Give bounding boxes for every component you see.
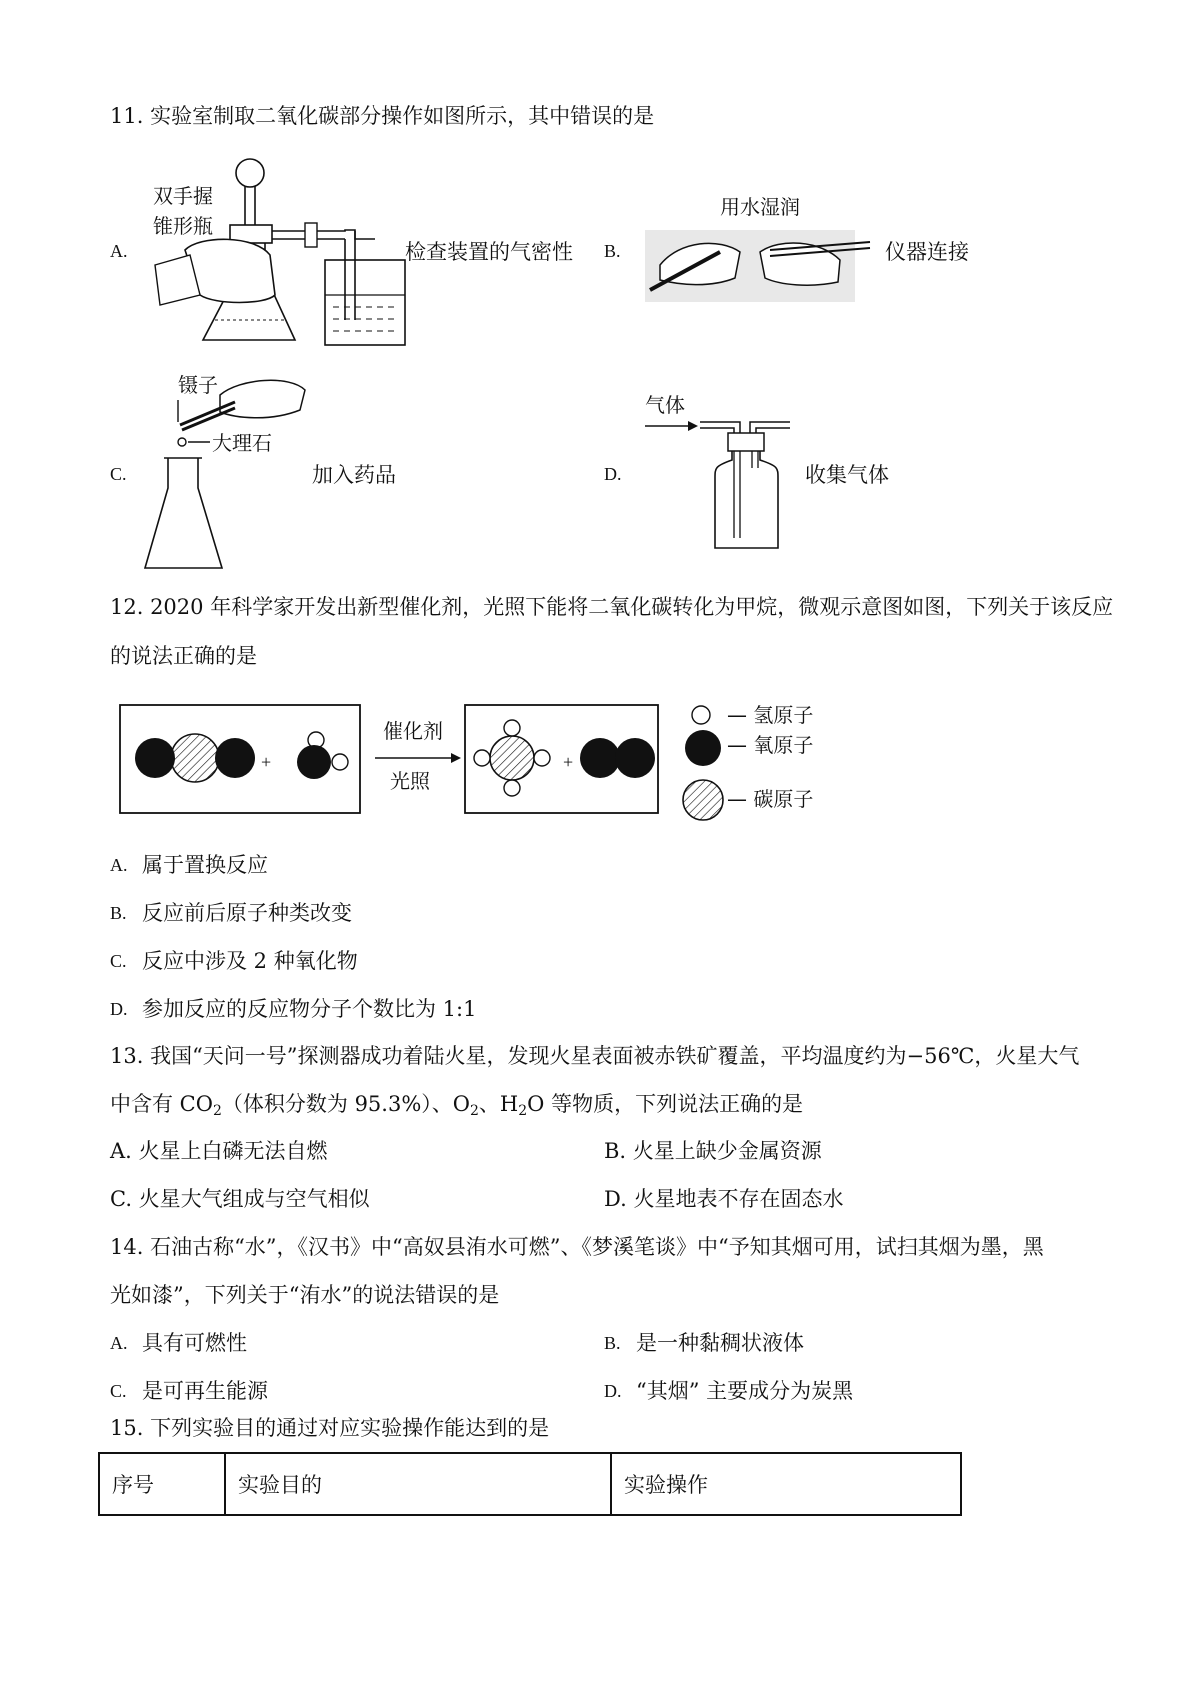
carbon-atom [171,734,219,782]
q11-b-fig-text: 用水湿润 [720,195,800,219]
q14-option-a-letter: A. [110,1333,128,1353]
catalyst-label: 催化剂 [383,719,443,743]
q14-option-c-text: 是可再生能源 [142,1379,268,1403]
carbon-atom [490,736,534,780]
oxygen-atom [615,738,655,778]
q13-option-c: C. 火星大气组成与空气相似 [110,1187,370,1211]
q11-option-c-letter: C. [110,464,127,484]
q13-stem-line2: 中含有 $CO_2$（体积分数为 95.3%）、$O_2$、$H_2O$ 等物质，下列说法正确的是 [110,1092,804,1119]
q14-option-c-letter: C. [110,1381,127,1401]
legend-carbon-icon [683,780,723,820]
q11-stem: 11. 实验室制取二氧化碳部分操作如图所示，其中错误的是 [110,104,655,128]
hydrogen-atom [474,750,490,766]
legend-hydrogen-icon [692,706,710,724]
q11-figure-d-collect-gas [640,388,820,553]
oxygen-atom [580,738,620,778]
table-header-row [99,1453,961,1515]
q12-option-a-letter: A. [110,855,128,875]
legend-oxygen-icon [685,730,721,766]
q12-option-b-text: 反应前后原子种类改变 [142,901,352,925]
q12-stem-line1: 12. 2020 年科学家开发出新型催化剂，光照下能将二氧化碳转化为甲烷，微观示意图如图，下列关于该反应 [110,595,1114,619]
table-header-cell: 实验操作 [611,1453,961,1515]
q15-table [98,1452,962,1516]
q11-figure-c-add-reagent [140,370,310,575]
q12-reaction-diagram [115,700,890,830]
q14-stem-line1: 14. 石油古称“水”，《汉书》中“高奴县洧水可燃”、《梦溪笔谈》中“予知其烟可用，试扫其烟为墨，黑 [110,1235,1044,1259]
q11-option-d-letter: D. [604,464,622,484]
q13-option-d: D. 火星地表不存在固态水 [604,1187,844,1211]
hydrogen-atom [332,754,348,770]
q12-option-c-text: 反应中涉及 2 种氧化物 [142,949,358,973]
legend-hydrogen-label: — 氢原子 [727,703,814,727]
q12-option-b-letter: B. [110,903,127,923]
q12-stem-line2: 的说法正确的是 [110,644,257,668]
oxygen-atom [215,738,255,778]
q11-d-fig-text: 气体 [645,393,685,417]
q11-option-b-letter: B. [604,241,621,261]
q12-option-c-letter: C. [110,951,127,971]
q12-option-a-text: 属于置换反应 [142,853,268,877]
light-label: 光照 [390,769,430,793]
q14-option-d-letter: D. [604,1381,622,1401]
q11-option-a-letter: A. [110,241,128,261]
q13-stem-line1: 13. 我国“天问一号”探测器成功着陆火星，发现火星表面被赤铁矿覆盖，平均温度约为−56℃，火星大气 [110,1044,1080,1068]
q11-a-fig-text2: 锥形瓶 [153,214,213,238]
q11-c-fig-text2: 大理石 [212,431,272,455]
q11-option-a-caption: 检查装置的气密性 [405,240,573,264]
table-header-cell: 序号 [99,1453,225,1515]
q13-option-b: B. 火星上缺少金属资源 [604,1139,822,1163]
hydrogen-atom [504,720,520,736]
hydrogen-atom [504,780,520,796]
q14-option-d-text: “其烟” 主要成分为炭黑 [636,1379,854,1403]
q11-figure-a-airtightness [145,155,415,355]
q14-option-b-letter: B. [604,1333,621,1353]
q14-option-a-text: 具有可燃性 [142,1331,247,1355]
q13-option-a: A. 火星上白磷无法自燃 [110,1139,328,1163]
q11-c-fig-text1: 镊子 [178,373,218,397]
plus-sign-2: + [563,752,574,772]
oxygen-atom [297,745,331,779]
q15-stem: 15. 下列实验目的通过对应实验操作能达到的是 [110,1416,550,1440]
q11-a-fig-text1: 双手握 [153,184,213,208]
legend-oxygen-label: — 氧原子 [727,733,814,757]
table-header-cell: 实验目的 [225,1453,611,1515]
q11-option-c-caption: 加入药品 [312,463,396,487]
q12-option-d-letter: D. [110,999,128,1019]
q12-option-d-text: 参加反应的反应物分子个数比为 1:1 [142,997,477,1021]
q11-option-b-caption: 仪器连接 [885,240,969,264]
plus-sign-1: + [261,752,272,772]
q11-figure-b-connect [640,190,880,305]
q14-stem-line2: 光如漆”，下列关于“洧水”的说法错误的是 [110,1283,500,1307]
oxygen-atom [135,738,175,778]
hydrogen-atom [534,750,550,766]
q11-option-d-caption: 收集气体 [805,463,889,487]
q14-option-b-text: 是一种黏稠状液体 [636,1331,804,1355]
legend-carbon-label: — 碳原子 [727,787,814,811]
